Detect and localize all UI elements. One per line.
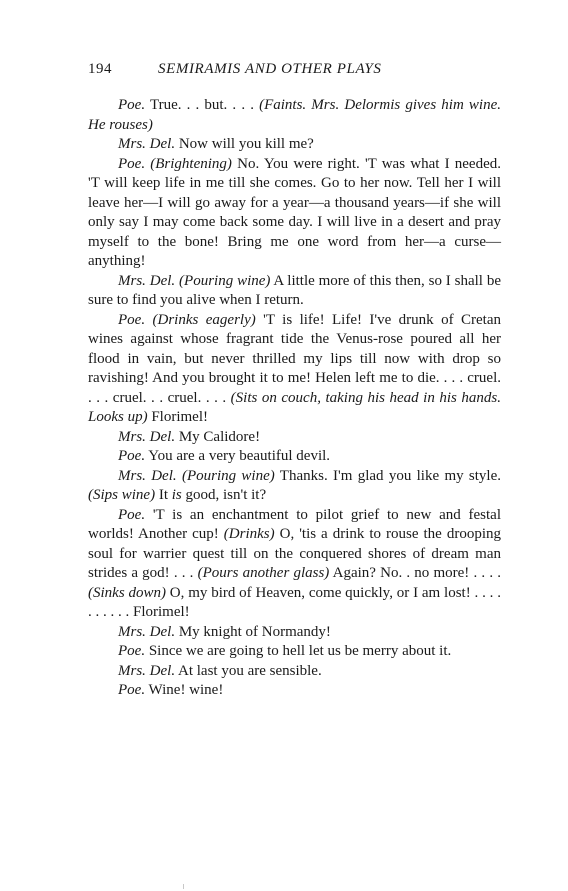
dialogue-paragraph xyxy=(88,623,501,643)
stage-direction: (Pouring wine) xyxy=(179,272,271,289)
dialogue-text: My knight of Normandy! xyxy=(175,623,331,640)
dialogue-text xyxy=(145,312,152,328)
dialogue-text: Thanks. I'm glad you like my style. xyxy=(274,467,501,484)
dialogue-paragraph xyxy=(88,96,501,135)
dialogue-text: 'T is life! Life! I've drunk of Cretan wines against whose fragrant tide the Venus-rose poured all her flood in vain, but never thrilled my lips till now with drop so ravishing! And you brought it to me! Helen left me to die. . . . cruel. . . . cruel. . . cruel. . . . xyxy=(88,311,501,406)
stage-direction: (Sips wine) xyxy=(88,487,156,503)
dialogue-text: Since we are going to hell let us be merry about it. xyxy=(145,643,452,659)
dialogue-paragraph xyxy=(88,662,501,682)
dialogue-paragraph xyxy=(88,311,501,428)
speaker-name: Poe. xyxy=(118,311,146,328)
dialogue-paragraph xyxy=(88,272,501,311)
dialogue-text: Florimel! xyxy=(147,409,209,425)
dialogue-text: Again? No. . no more! . . . . xyxy=(329,565,501,581)
dialogue-text: Now will you kill me? xyxy=(175,136,314,152)
stage-direction: (Sinks down) xyxy=(88,584,166,601)
running-title: SEMIRAMIS AND OTHER PLAYS xyxy=(158,61,382,77)
speaker-name: Poe. xyxy=(118,682,146,698)
dialogue-paragraph xyxy=(88,428,501,448)
dialogue-text: O, my bird of Heaven, come quickly, or I am lost! . . . . . . . . . . Florimel! xyxy=(88,584,501,620)
stage-direction: (Pouring wine) xyxy=(181,467,275,484)
speaker-name: Mrs. Del. xyxy=(118,467,177,484)
dialogue-text: A little more of this then, so I shall be sure to find you alive when I return. xyxy=(88,272,501,308)
speaker-name: Mrs. Del. xyxy=(118,662,176,679)
dialogue-text: Wine! wine! xyxy=(145,682,224,698)
speaker-name: Poe. xyxy=(118,643,146,659)
dialogue-paragraph xyxy=(88,681,501,701)
stage-direction: (Sits on couch, taking his head in his hands. Looks up) xyxy=(88,389,501,425)
dialogue-text: It xyxy=(155,487,172,503)
dialogue-paragraph xyxy=(88,135,501,155)
page-mark xyxy=(183,884,184,889)
dialogue-paragraph xyxy=(88,155,501,272)
dialogue-text: True. . . but. . . . xyxy=(145,97,260,113)
page-number: 194 xyxy=(88,61,112,77)
speaker-name: Poe. xyxy=(118,448,146,464)
stage-direction: (Drinks eagerly) xyxy=(152,311,256,328)
speaker-name: Mrs. Del. xyxy=(118,623,176,640)
stage-direction: (Drinks) xyxy=(223,526,275,542)
dialogue-text: No. You were right. 'T was what I needed. 'T will keep life in me till she comes. Go to her now. Tell her I will leave her—I will go away for a year—a thousand years—if she will only say I may come back some day. I will live in a desert and pray myself to the bone! Bring me one word from her—a curse—anything! xyxy=(88,155,501,269)
play-text xyxy=(88,96,501,701)
page-header xyxy=(88,61,498,81)
dialogue-text: You are a very beautiful devil. xyxy=(145,448,331,464)
dialogue-text: good, isn't it? xyxy=(181,487,267,503)
dialogue-paragraph xyxy=(88,467,501,506)
speaker-name: Mrs. Del. xyxy=(118,272,176,289)
emphasized-word: is xyxy=(171,487,182,503)
speaker-name: Mrs. Del. xyxy=(118,428,176,445)
dialogue-text: My Calidore! xyxy=(175,428,261,445)
dialogue-paragraph xyxy=(88,447,501,467)
stage-direction: (Faints. Mrs. Delormis gives him wine. He rouses) xyxy=(88,97,501,133)
stage-direction: (Pours another glass) xyxy=(197,565,330,581)
dialogue-text: 'T is an enchantment to pilot grief to new and festal worlds! Another cup! xyxy=(88,506,501,542)
speaker-name: Poe. xyxy=(118,506,146,523)
stage-direction: (Brightening) xyxy=(150,155,232,172)
dialogue-paragraph xyxy=(88,642,501,662)
speaker-name: Poe. xyxy=(118,97,146,113)
speaker-name: Poe. xyxy=(118,155,146,172)
speaker-name: Mrs. Del. xyxy=(118,136,176,152)
dialogue-text: At last you are sensible. xyxy=(175,662,322,679)
dialogue-text: O, 'tis a drink to rouse the drooping soul for warrier quest till on the conquered shores of dream man strides a god! . . . xyxy=(88,526,501,581)
dialogue-paragraph xyxy=(88,506,501,623)
